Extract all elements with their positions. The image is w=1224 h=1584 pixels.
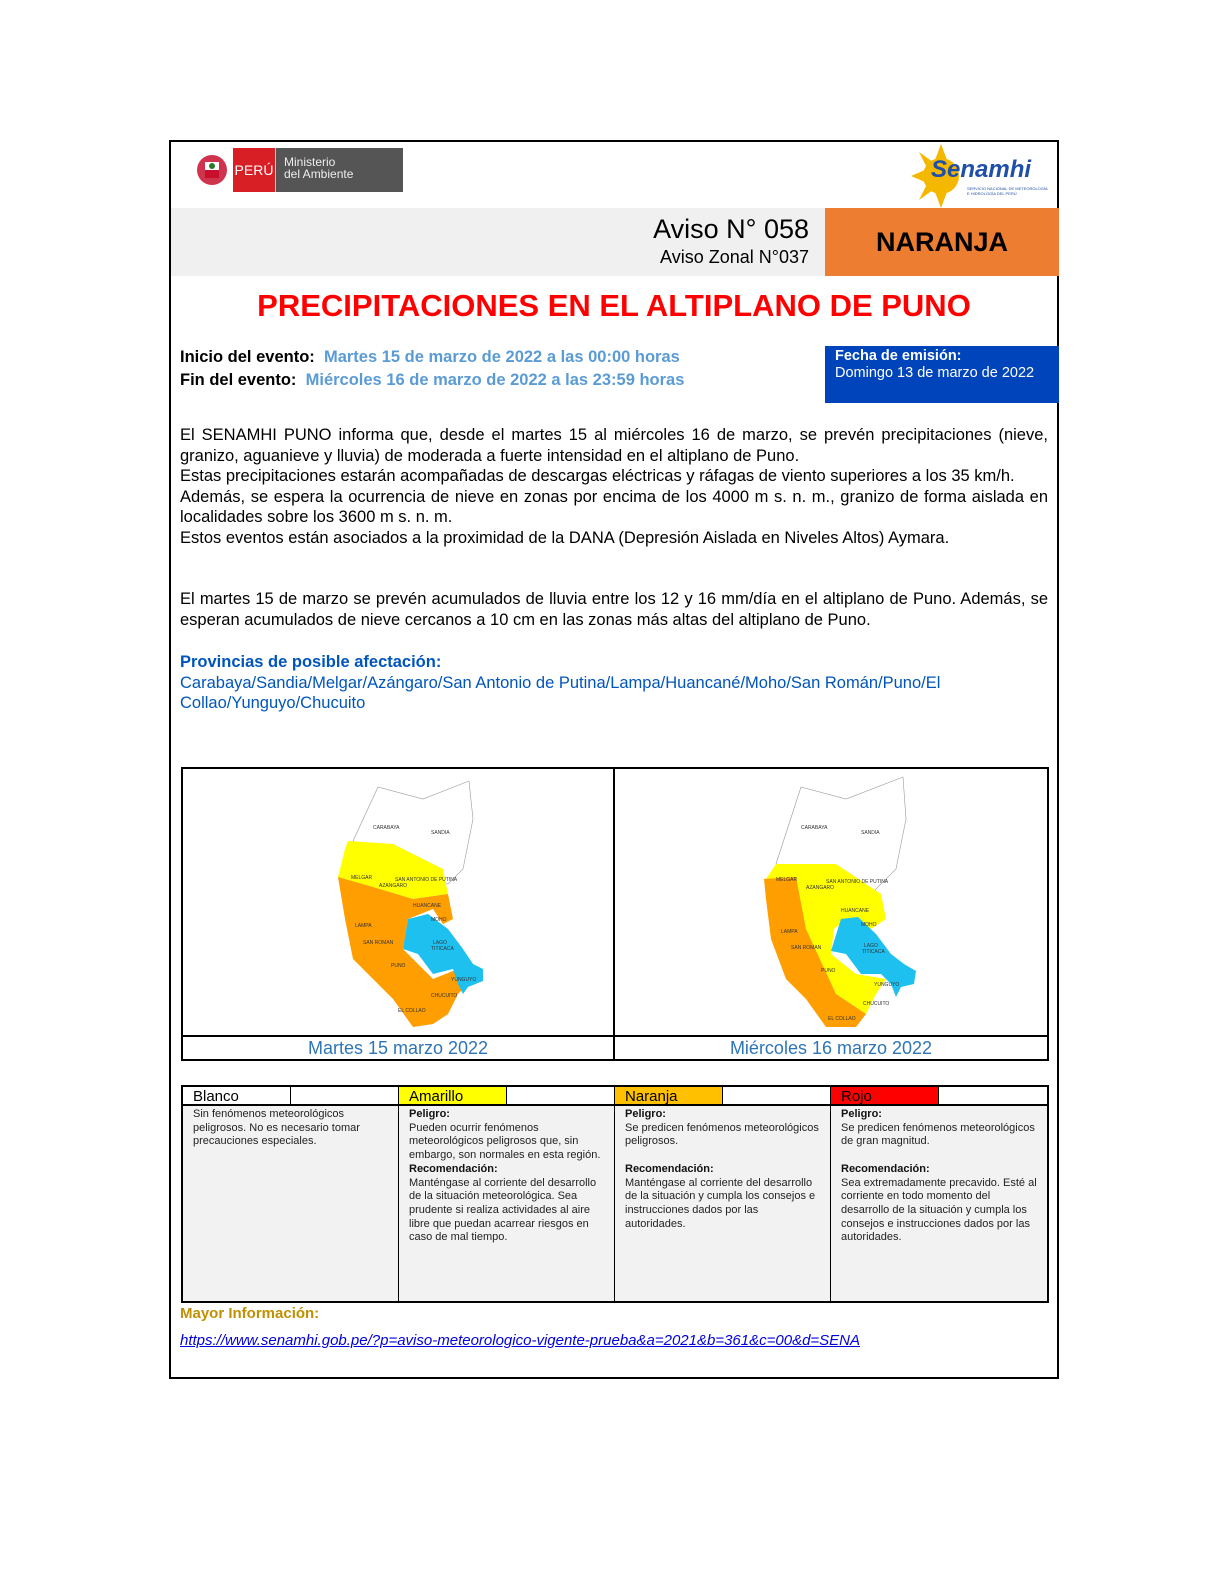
legend-rojo: Rojo Peligro: Se predicen fenómenos meteorológicos de gran magnitud. Recomendación: Sea extremadamente precavido. Esté al corriente en todo momento del desarrollo de la situación y cumpla los consejos e instrucciones dados por las autoridades.: [831, 1087, 1047, 1301]
page-title: PRECIPITACIONES EN EL ALTIPLANO DE PUNO: [257, 288, 971, 323]
svg-text:PUNO: PUNO: [821, 968, 836, 974]
svg-text:MELGAR: MELGAR: [776, 877, 798, 883]
peru-label: PERÚ: [233, 148, 275, 192]
map-caption: Martes 15 marzo 2022: [183, 1035, 613, 1059]
svg-text:LAMPA: LAMPA: [781, 929, 798, 935]
svg-text:SAN ANTONIO DE PUTINA: SAN ANTONIO DE PUTINA: [395, 877, 458, 883]
aviso-number: Aviso N° 058 Aviso Zonal N°037: [653, 214, 809, 267]
svg-text:EL COLLAO: EL COLLAO: [398, 1008, 426, 1014]
svg-text:HUANCANE: HUANCANE: [841, 908, 870, 914]
svg-text:MOHO: MOHO: [431, 917, 447, 923]
forecast-maps: [181, 767, 1049, 1061]
svg-text:CHUCUITO: CHUCUITO: [863, 1001, 890, 1007]
svg-text:SAN ROMAN: SAN ROMAN: [791, 945, 822, 951]
svg-text:LAGO: LAGO: [864, 943, 878, 949]
puno-map-day-1: [323, 769, 503, 1029]
svg-text:SANDIA: SANDIA: [861, 830, 880, 836]
svg-text:TITICACA: TITICACA: [431, 946, 454, 952]
accumulation-forecast: El martes 15 de marzo se prevén acumulados de lluvia entre los 12 y 16 mm/día en el altiplano de Puno. Además, se esperan acumulados de nieve cercanos a 10 cm en las zonas más altas del altiplano de Puno.: [180, 590, 1048, 629]
alert-level-badge: NARANJA: [825, 208, 1059, 276]
svg-text:CARABAYA: CARABAYA: [801, 825, 828, 831]
svg-text:YUNGUYO: YUNGUYO: [451, 977, 477, 983]
puno-map-day-2: [746, 769, 926, 1029]
svg-text:SAN ANTONIO DE PUTINA: SAN ANTONIO DE PUTINA: [826, 879, 889, 885]
more-info-label: Mayor Información:: [180, 1305, 320, 1322]
svg-text:CHUCUITO: CHUCUITO: [431, 993, 458, 999]
svg-text:LAGO: LAGO: [433, 940, 447, 946]
svg-text:TITICACA: TITICACA: [862, 949, 885, 955]
legend-naranja: Naranja Peligro: Se predicen fenómenos meteorológicos peligrosos. Recomendación: Manténgase al corriente del desarrollo de la situación y cumpla los consejos e instrucciones dados por las autoridades.: [615, 1087, 831, 1301]
emission-date: Fecha de emisión: Domingo 13 de marzo de 2022: [825, 346, 1059, 403]
svg-text:EL COLLAO: EL COLLAO: [828, 1016, 856, 1022]
svg-text:SANDIA: SANDIA: [431, 830, 450, 836]
svg-text:AZANGARO: AZANGARO: [379, 883, 408, 889]
more-info-link[interactable]: https://www.senamhi.gob.pe/?p=aviso-meteorologico-vigente-prueba&a=2021&b=361&c=00&d=SENA: [180, 1332, 861, 1349]
legend-amarillo: Amarillo Peligro: Pueden ocurrir fenómenos meteorológicos peligrosos que, sin embargo, son normales en esta región. Recomendación: Manténgase al corriente del desarrollo de la situación meteorológica. Sea prudente si realiza actividades al aire libre que puedan acarrear riesgos en caso de mal tiempo.: [399, 1087, 615, 1301]
svg-text:SAN ROMAN: SAN ROMAN: [363, 940, 394, 946]
warning-document: [169, 140, 1059, 1379]
peru-ministry-logo: [195, 148, 403, 192]
legend-blanco: Blanco Sin fenómenos meteorológicos peligrosos. No es necesario tomar precauciones especiales.: [183, 1087, 399, 1301]
map-day-1: [183, 769, 615, 1059]
svg-text:PUNO: PUNO: [391, 963, 406, 969]
map-caption: Miércoles 16 marzo 2022: [615, 1035, 1047, 1059]
peru-coat-of-arms-icon: [195, 150, 229, 190]
svg-text:HUANCANE: HUANCANE: [413, 903, 442, 909]
svg-text:MOHO: MOHO: [861, 922, 877, 928]
svg-text:MELGAR: MELGAR: [351, 875, 373, 881]
alert-level-legend: [181, 1085, 1049, 1303]
ministry-label: Ministerio del Ambiente: [275, 148, 403, 192]
svg-text:AZANGARO: AZANGARO: [806, 885, 835, 891]
senamhi-logo: Senamhi SERVICIO NACIONAL DE METEOROLOGÍA E HIDROLOGÍA DEL PERÚ: [911, 144, 1051, 208]
svg-text:LAMPA: LAMPA: [355, 923, 372, 929]
svg-text:CARABAYA: CARABAYA: [373, 825, 400, 831]
affected-provinces: Provincias de posible afectación: Carabaya/Sandia/Melgar/Azángaro/San Antonio de Putina/Lampa/Huancané/Moho/San Román/Puno/El Collao/Yunguyo/Chucuito: [180, 653, 941, 712]
event-dates: Inicio del evento: Martes 15 de marzo de 2022 a las 00:00 horas Fin del evento: Miércoles 16 de marzo de 2022 a las 23:59 horas: [180, 348, 685, 389]
description: El SENAMHI PUNO informa que, desde el martes 15 al miércoles 16 de marzo, se prevén precipitaciones (nieve, granizo, aguanieve y lluvia) de moderada a fuerte intensidad en el altiplano de Puno. Estas precipitaciones estarán acompañadas de descargas eléctricas y ráfagas de viento superiores a los 35 km/h. Además, se espera la ocurrencia de nieve en zonas por encima de los 4000 m s. n. m., granizo de forma aislada en localidades sobre los 3600 m s. n. m. Estos eventos están asociados a la proximidad de la DANA (Depresión Aislada en Niveles Altos) Aymara.: [180, 426, 1048, 547]
svg-text:YUNGUYO: YUNGUYO: [874, 982, 900, 988]
map-day-2: [615, 769, 1047, 1059]
